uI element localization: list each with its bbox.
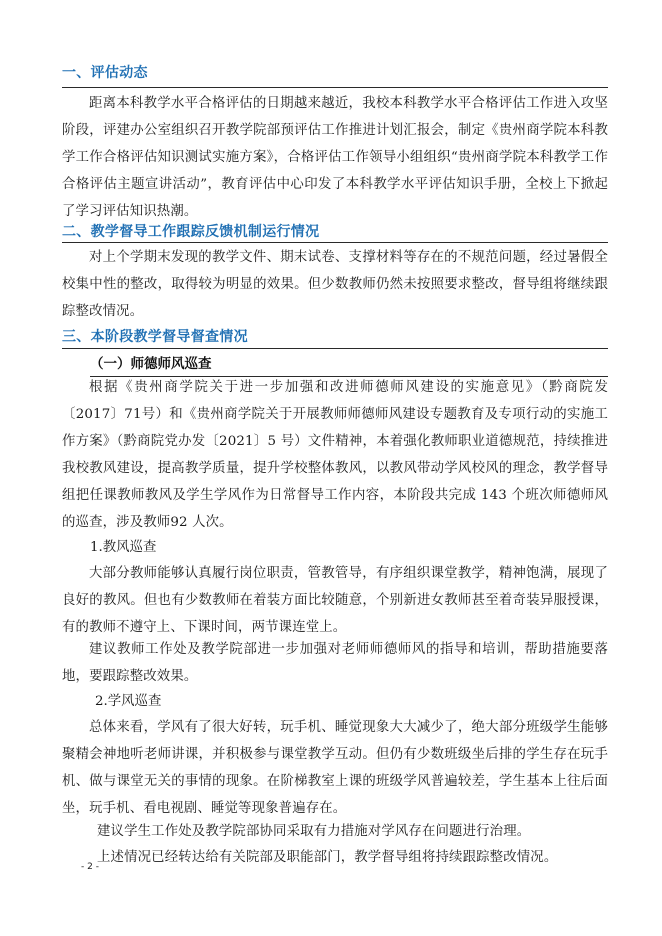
feedback-paragraph: 对上个学期末发现的教学文件、期末试卷、支撑材料等存在的不规范问题，经过暑假全校集中性的整改，取得较为明显的效果。但少数教师仍然未按照要求整改，督导组将继续跟踪整改情况。: [62, 250, 608, 319]
section-divider: [62, 348, 608, 349]
study-style-paragraph: 总体来看，学风有了很大好转，玩手机、睡觉现象大大减少了，绝大部分班级学生能够聚精会神地听老师讲课，并积极参与课堂教学互动。但仍有少数班级坐后排的学生存在玩手机、做与课堂无关的事情的现象。在阶梯教室上课的班级学风普遍较差，学生基本上往后面坐，玩手机、看电视剧、睡觉等现象普遍存在。: [62, 720, 608, 816]
section-divider: [62, 87, 608, 88]
item-label-study-style: 2.学风巡查: [95, 694, 162, 709]
teaching-style-suggestion: 建议教师工作处及教学院部进一步加强对老师师德师风的指导和培训，帮助措施要落地，要跟踪整改效果。: [62, 642, 608, 684]
section-heading-evaluation: 一、评估动态: [62, 65, 148, 81]
subsection-heading-ethics: （一）师德师风巡查: [90, 356, 212, 372]
evaluation-paragraph: 距离本科教学水平合格评估的日期越来越近，我校本科教学水平合格评估工作进入攻坚阶段，评建办公室组织召开教学院部预评估工作推进计划汇报会，制定《贵州商学院本科教学工作合格评估知识测试实施方案》，合格评估工作领导小组组织“贵州商学院本科教学工作合格评估主题宣讲活动”，教育评估中心印发了本科教学水平评估知识手册，全校上下掀起了学习评估知识热潮。: [62, 96, 608, 219]
section-heading-feedback: 二、教学督导工作跟踪反馈机制运行情况: [62, 224, 320, 240]
item-label-teaching-style: 1.教风巡查: [90, 540, 157, 555]
ethics-paragraph: 根据《贵州商学院关于进一步加强和改进师德师风建设的实施意见》（黔商院发〔2017〕71号）和《贵州商学院关于开展教师师德师风建设专题教育及专项行动的实施工作方案》（黔商院党办发〔2021〕5 号）文件精神，本着强化教师职业道德规范，持续推进我校教风建设，提高教学质量，提升学校整体教风，以教风带动学风校风的理念，教学督导组把任课教师教风及学生学风作为日常督导工作内容，本阶段共完成 143 个班次师德师风的巡查，涉及教师92 人次。: [62, 380, 608, 530]
section-divider: [62, 242, 608, 243]
study-style-suggestion: 建议学生工作处及教学院部协同采取有力措施对学风存在问题进行治理。: [97, 824, 531, 839]
closing-paragraph: 上述情况已经转达给有关院部及职能部门，教学督导组将持续跟踪整改情况。: [97, 850, 558, 865]
section-heading-inspection: 三、本阶段教学督导督查情况: [62, 329, 248, 345]
page-number: - 2 -: [81, 862, 99, 872]
teaching-style-paragraph: 大部分教师能够认真履行岗位职责，管教管导，有序组织课堂教学，精神饱满，展现了良好的教风。但也有少数教师在着装方面比较随意，个别新进女教师甚至着奇装异服授课，有的教师不遵守上、下课时间，两节课连堂上。: [62, 566, 608, 635]
